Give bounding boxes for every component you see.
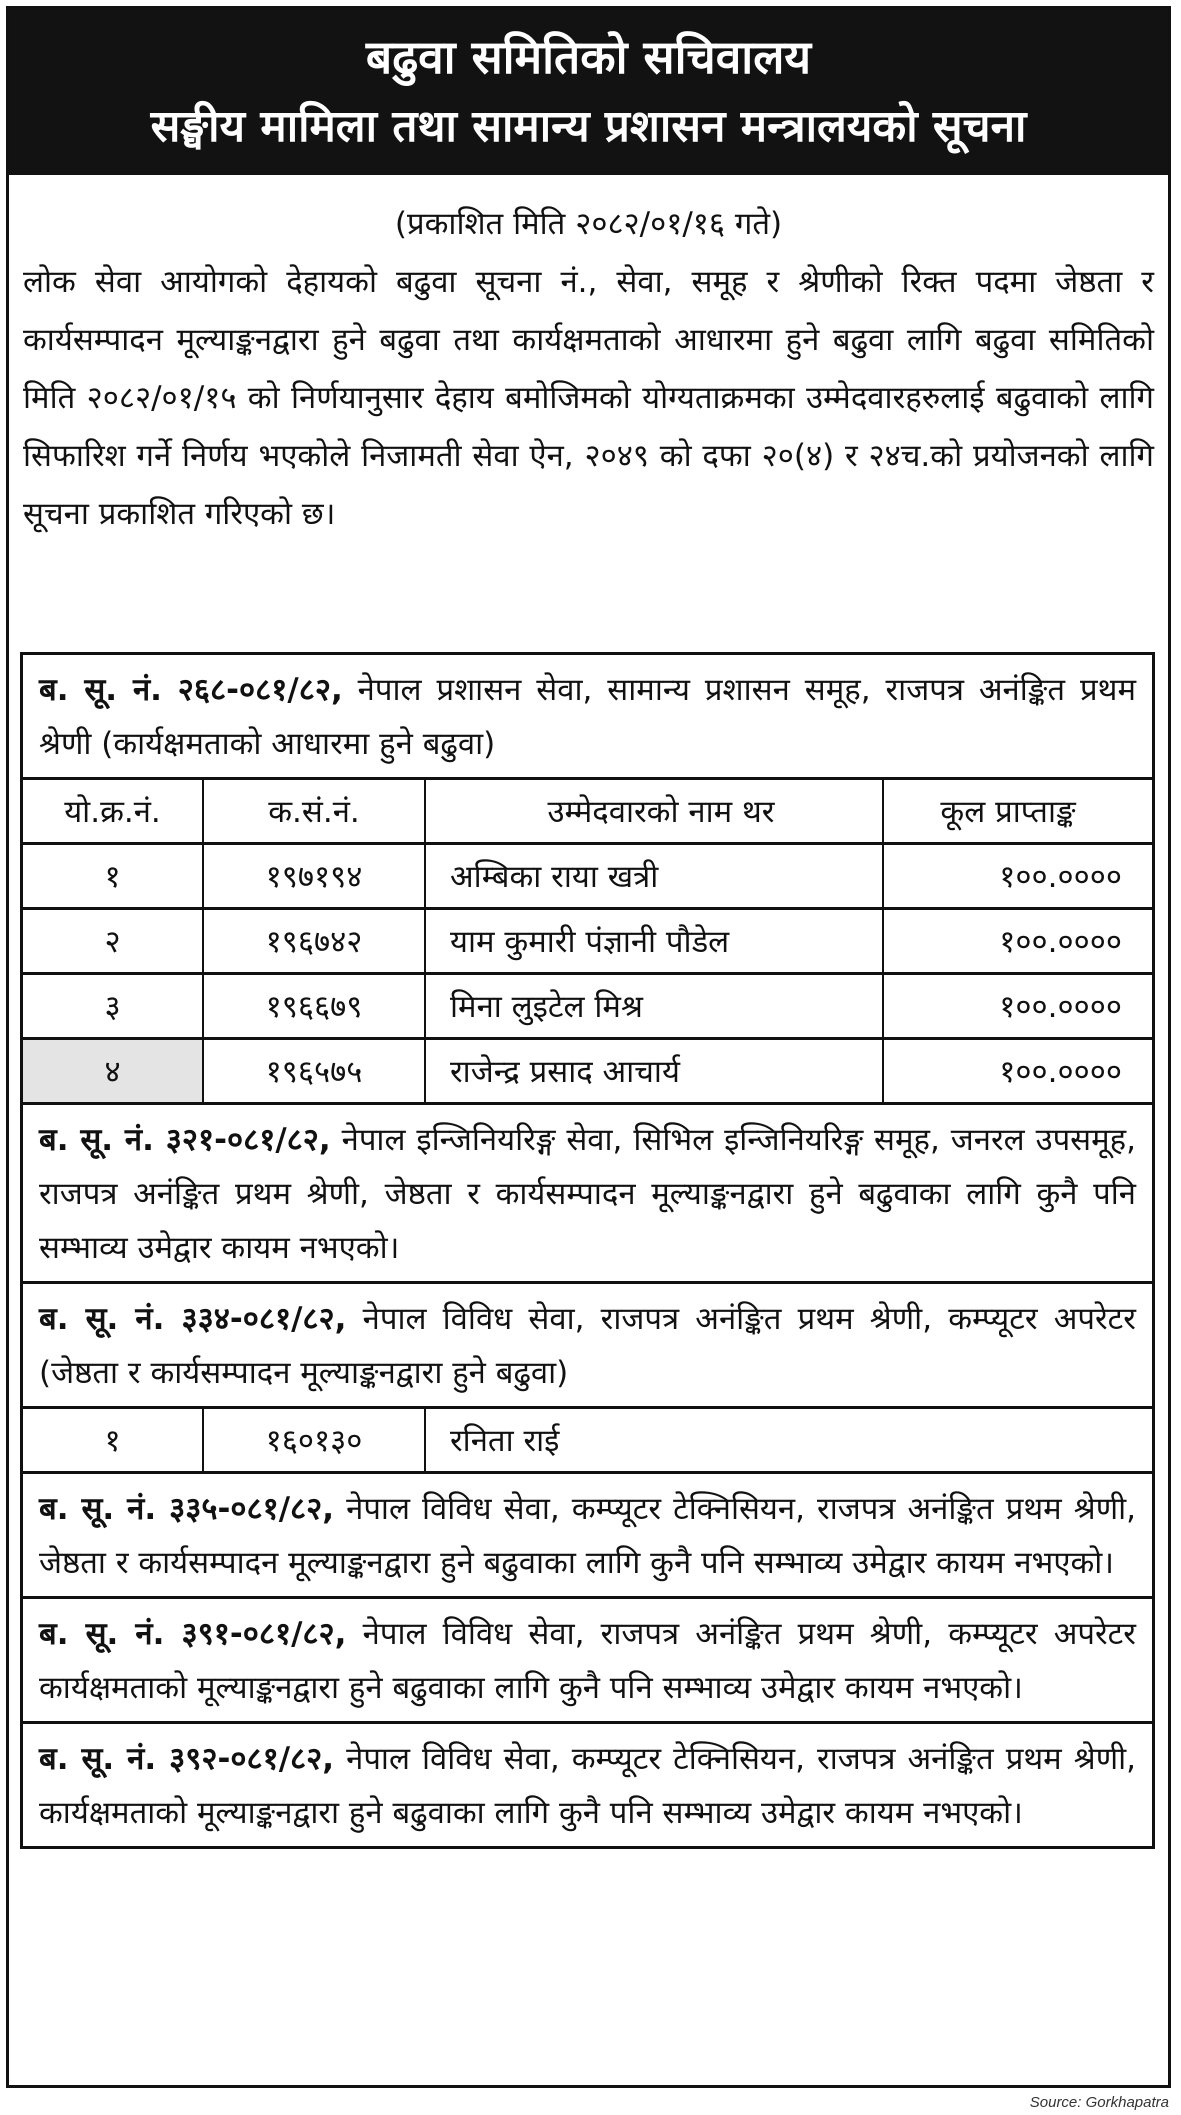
rank-cell: २ <box>23 909 203 974</box>
section-heading <box>23 1724 1152 1846</box>
source-credit: Source: Gorkhapatra <box>1029 2094 1169 2111</box>
name-cell: मिना लुइटेल मिश्र <box>425 974 883 1039</box>
section-heading <box>23 1474 1152 1599</box>
roll-cell: १६०१३० <box>203 1409 425 1473</box>
name-cell: अम्बिका राया खत्री <box>425 844 883 909</box>
section-description: नेपाल इन्जिनियरिङ्ग सेवा, सिभिल इन्जिनियरिङ्ग समूह, जनरल उपसमूह, राजपत्र अनंङ्कित प्रथम श्रेणी, जेष्ठता र कार्यसम्पादन मूल्याङ्कनद्वारा हुने बढुवाका लागि कुनै पनि सम्भाव्य उमेद्वार कायम नभएको। <box>39 1122 1136 1266</box>
notice-number: ब. सू. नं. ३९२-०८१/८२, <box>39 1741 335 1777</box>
roll-cell: १९६५७५ <box>203 1039 425 1104</box>
section-description: नेपाल विविध सेवा, राजपत्र अनंङ्कित प्रथम श्रेणी, कम्प्यूटर अपरेटर (जेष्ठता र कार्यसम्पादन मूल्याङ्कनद्वारा हुने बढुवा) <box>39 1301 1136 1391</box>
name-cell: रनिता राई <box>425 1409 1152 1473</box>
section-heading <box>23 655 1152 780</box>
score-cell: १००.०००० <box>883 1039 1152 1104</box>
table-row <box>23 844 1152 909</box>
notice-number: ब. सू. नं. ३३४-०८१/८२, <box>39 1301 347 1337</box>
section-description: नेपाल प्रशासन सेवा, सामान्य प्रशासन समूह, राजपत्र अनंङ्कित प्रथम श्रेणी (कार्यक्षमताको आधारमा हुने बढुवा) <box>39 672 1136 762</box>
column-header-rank: यो.क्र.नं. <box>23 780 203 844</box>
roll-cell: १९६७४२ <box>203 909 425 974</box>
roll-cell: १९७१९४ <box>203 844 425 909</box>
section-description: नेपाल विविध सेवा, कम्प्यूटर टेक्निसियन, राजपत्र अनंङ्कित प्रथम श्रेणी, कार्यक्षमताको मूल्याङ्कनद्वारा हुने बढुवाका लागि कुनै पनि सम्भाव्य उमेद्वार कायम नभएको। <box>39 1741 1137 1831</box>
name-cell: राजेन्द्र प्रसाद आचार्य <box>425 1039 883 1104</box>
section-description: नेपाल विविध सेवा, कम्प्यूटर टेक्निसियन, राजपत्र अनंङ्कित प्रथम श्रेणी, जेष्ठता र कार्यसम्पादन मूल्याङ्कनद्वारा हुने बढुवाका लागि कुनै पनि सम्भाव्य उमेद्वार कायम नभएको। <box>39 1491 1137 1581</box>
rank-cell: ४ <box>23 1039 203 1104</box>
rank-cell: १ <box>23 1409 203 1473</box>
score-cell: १००.०००० <box>883 974 1152 1039</box>
notice-number: ब. सू. नं. ३९१-०८१/८२, <box>39 1616 347 1652</box>
section-heading <box>23 1105 1152 1284</box>
notice-number: ब. सू. नं. ३३५-०८१/८२, <box>39 1491 335 1527</box>
score-cell: १००.०००० <box>883 909 1152 974</box>
column-header-roll: क.सं.नं. <box>203 780 425 844</box>
table-row <box>23 974 1152 1039</box>
notice-number: ब. सू. नं. २६८-०८१/८२, <box>39 672 343 708</box>
table-row <box>23 1409 1152 1473</box>
published-date: (प्रकाशित मिति २०८२/०१/१६ गते) <box>394 206 783 242</box>
results-board <box>20 652 1155 1849</box>
results-table-2 <box>23 1409 1152 1474</box>
results-table-1 <box>23 780 1152 1105</box>
notice-header <box>9 9 1168 175</box>
intro-paragraph: लोक सेवा आयोगको देहायको बढुवा सूचना नं., सेवा, समूह र श्रेणीको रिक्त पदमा जेष्ठता र कार्यसम्पादन मूल्याङ्कनद्वारा हुने बढुवा तथा कार्यक्षमताको आधारमा हुने बढुवा लागि बढुवा समितिको मिति २०८२/०१/१५ को निर्णयानुसार देहाय बमोजिमको योग्यताक्रमका उम्मेदवारहरुलाई बढुवाको लागि सिफारिश गर्ने निर्णय भएकोले निजामती सेवा ऐन, २०४९ को दफा २०(४) र २४च.को प्रयोजनको लागि सूचना प्रकाशित गरिएको छ। <box>23 264 1154 532</box>
header-line-2: सङ्घीय मामिला तथा सामान्य प्रशासन मन्त्रालयको सूचना <box>150 101 1027 152</box>
table-row <box>23 1039 1152 1104</box>
section-heading <box>23 1599 1152 1724</box>
score-cell: १००.०००० <box>883 844 1152 909</box>
rank-cell: १ <box>23 844 203 909</box>
rank-cell: ३ <box>23 974 203 1039</box>
table-row <box>23 909 1152 974</box>
column-header-score: कूल प्राप्ताङ्क <box>883 780 1152 844</box>
section-heading <box>23 1284 1152 1409</box>
section-description: नेपाल विविध सेवा, राजपत्र अनंङ्कित प्रथम श्रेणी, कम्प्यूटर अपरेटर कार्यक्षमताको मूल्याङ्कनद्वारा हुने बढुवाका लागि कुनै पनि सम्भाव्य उमेद्वार कायम नभएको। <box>39 1616 1136 1706</box>
name-cell: याम कुमारी पंज्ञानी पौडेल <box>425 909 883 974</box>
table-header-row <box>23 780 1152 844</box>
column-header-name: उम्मेदवारको नाम थर <box>425 780 883 844</box>
header-line-1: बढुवा समितिको सचिवालय <box>365 30 812 84</box>
roll-cell: १९६६७९ <box>203 974 425 1039</box>
notice-number: ब. सू. नं. ३२१-०८१/८२, <box>39 1122 331 1158</box>
